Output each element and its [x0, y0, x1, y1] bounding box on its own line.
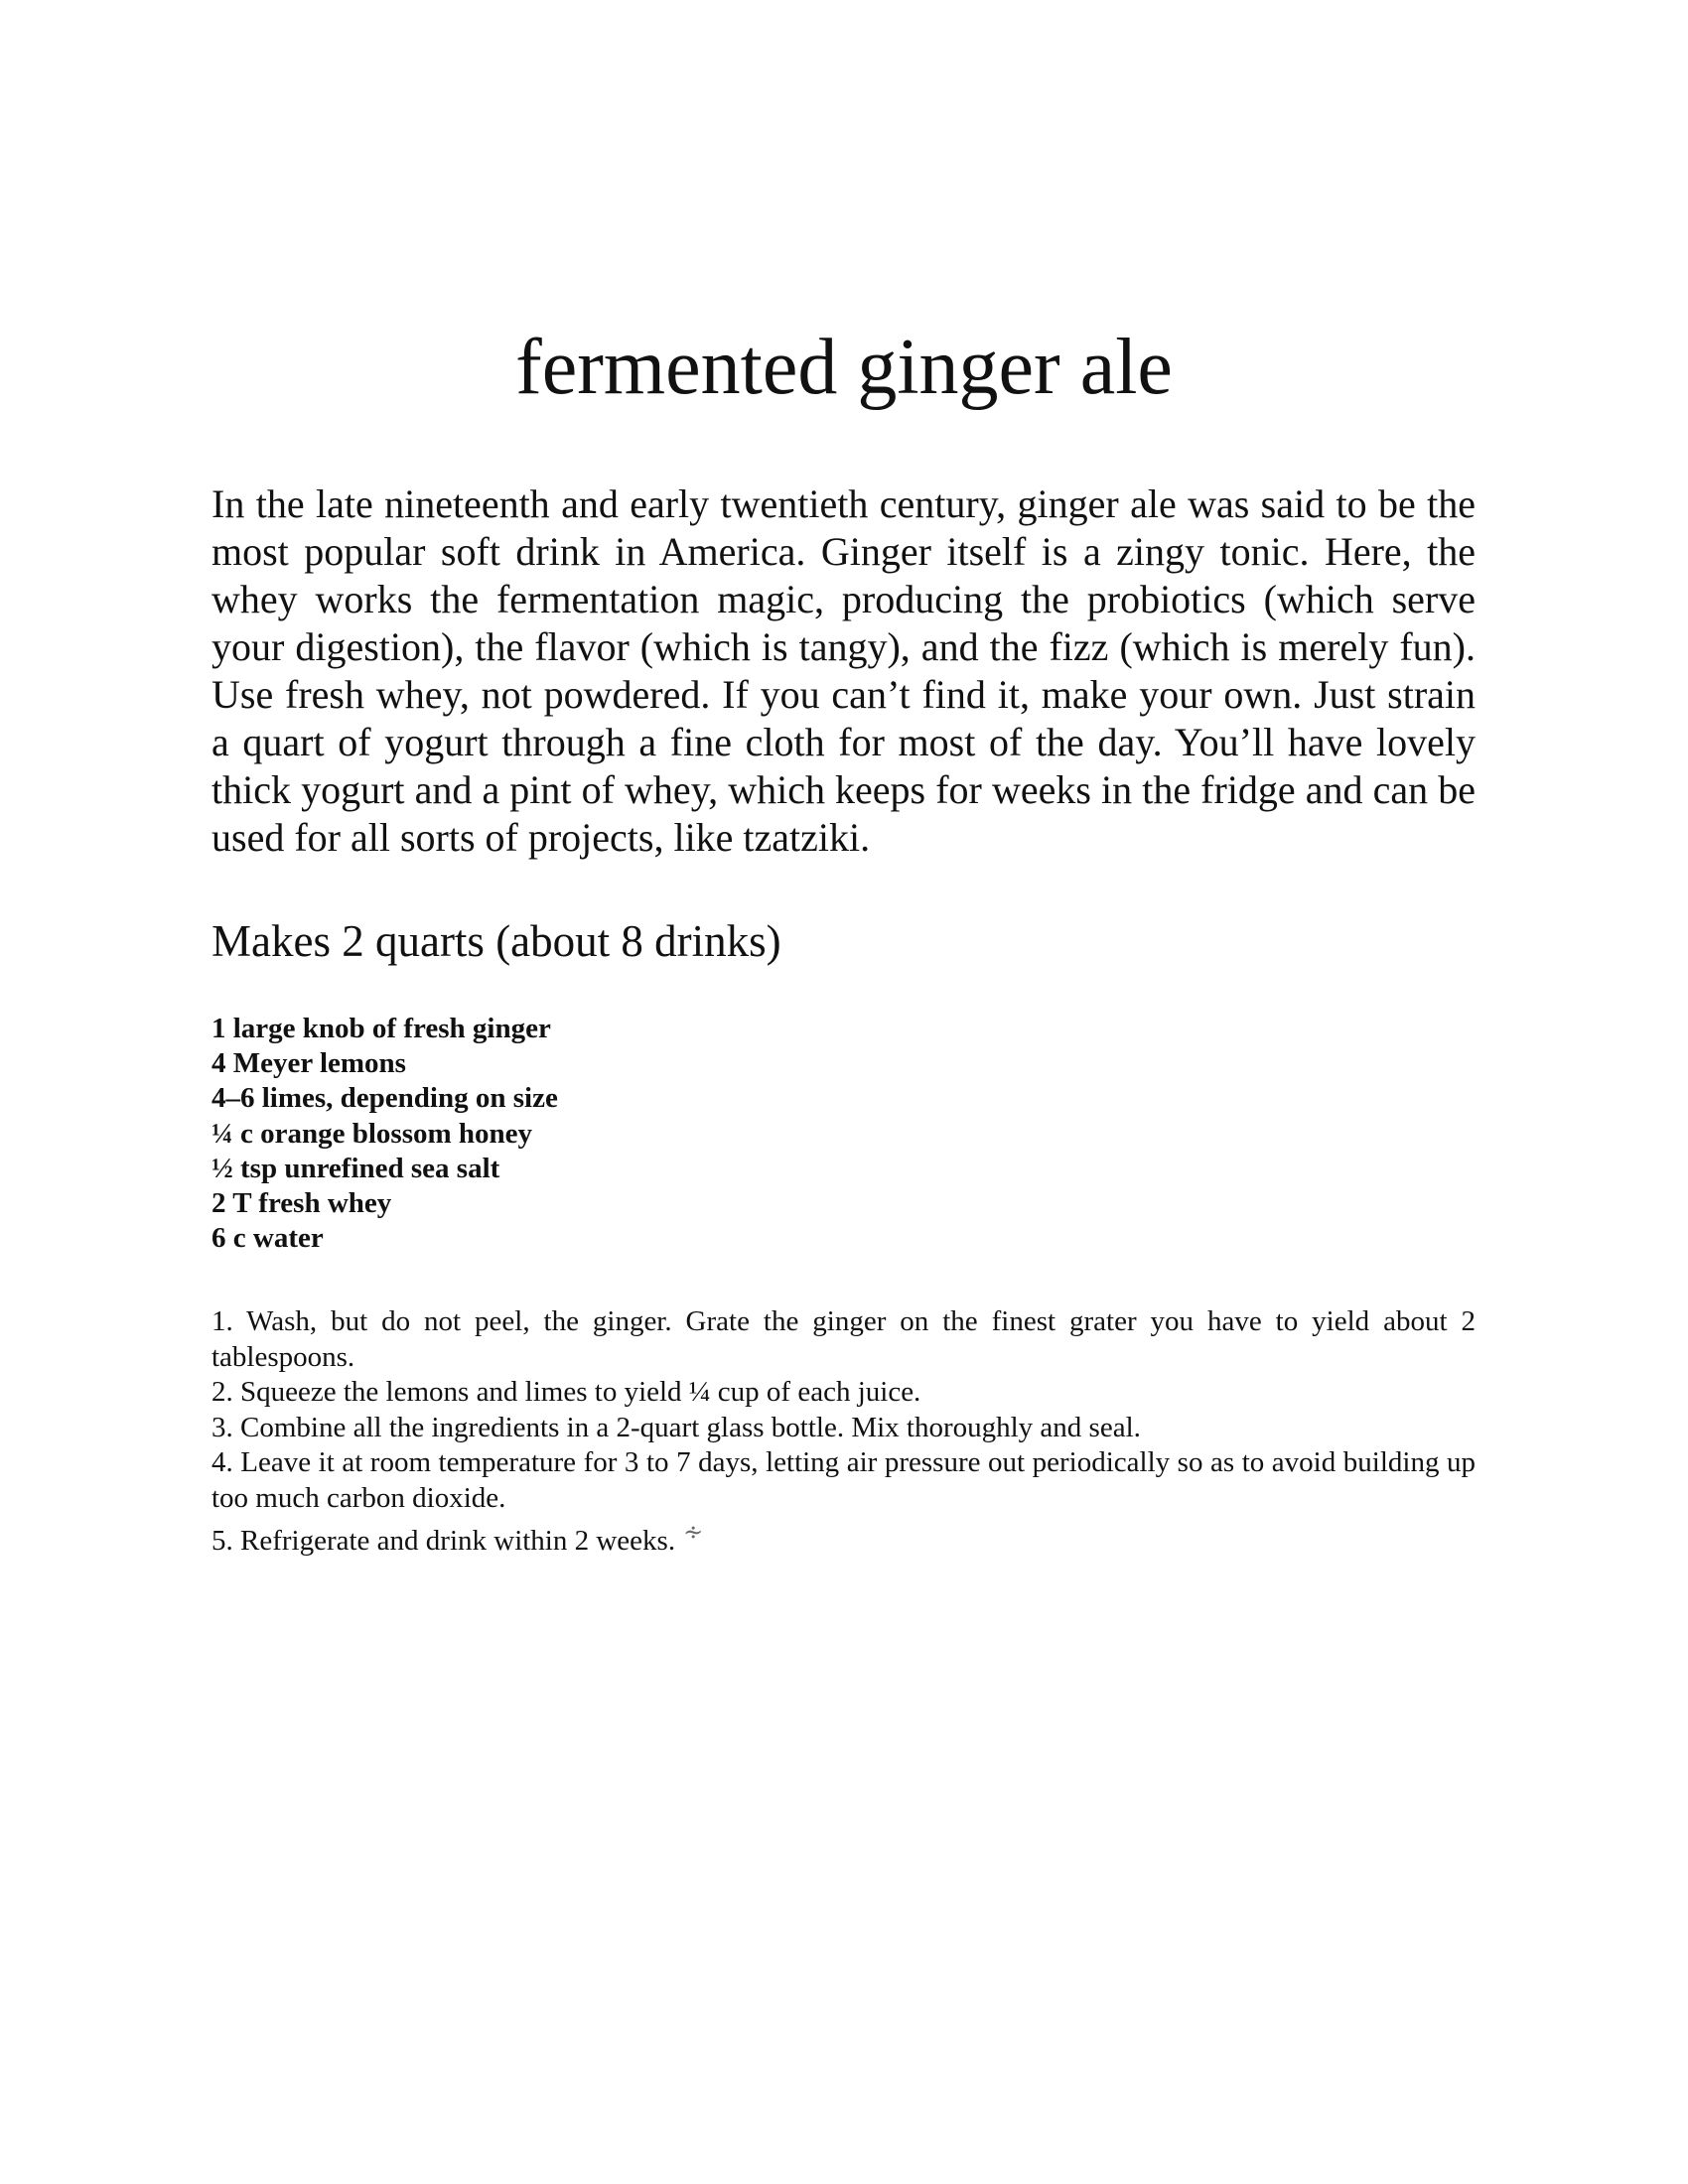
ingredient-item: ¼ c orange blossom honey: [211, 1117, 533, 1150]
ingredient-item: 4–6 limes, depending on size: [211, 1082, 558, 1115]
instruction-step: [211, 1375, 1476, 1411]
instruction-text: 5. Refrigerate and drink within 2 weeks.: [211, 1525, 676, 1557]
ingredient-item: 4 Meyer lemons: [211, 1047, 406, 1080]
ingredient-item: ½ tsp unrefined sea salt: [211, 1152, 500, 1184]
instruction-step: [211, 1445, 1476, 1516]
end-ornament-icon: ∻: [683, 1520, 704, 1546]
ingredient-item: 6 c water: [211, 1222, 324, 1255]
instruction-step: [211, 1516, 1476, 1560]
instruction-step: [211, 1304, 1476, 1375]
recipe-yield: Makes 2 quarts (about 8 drinks): [211, 916, 781, 966]
ingredient-item: 1 large knob of fresh ginger: [211, 1013, 551, 1044]
instruction-text: 3. Combine all the ingredients in a 2-quart glass bottle. Mix thoroughly and seal.: [211, 1411, 1141, 1443]
instruction-list: [211, 1304, 1476, 1560]
instruction-text: 2. Squeeze the lemons and limes to yield ¼ cup of each juice.: [211, 1376, 921, 1408]
ingredient-item: 2 T fresh whey: [211, 1187, 392, 1220]
ingredient-list: [211, 1012, 558, 1256]
recipe-title: fermented ginger ale: [515, 324, 1173, 411]
instruction-text: 4. Leave it at room temperature for 3 to 7 days, letting air pressure out periodically so as to avoid building up too much carbon dioxide.: [211, 1446, 1476, 1514]
instruction-text: 1. Wash, but do not peel, the ginger. Grate the ginger on the finest grater you have to yield about 2 tablespoons.: [211, 1305, 1476, 1373]
intro-paragraph: In the late nineteenth and early twentieth century, ginger ale was said to be the most popular soft drink in America. Ginger itself is a zingy tonic. Here, the whey works the fermentation magic, producing the probiotics (which serve your digestion), the flavor (which is tangy), and the fizz (which is merely fun). Use fresh whey, not powdered. If you can’t find it, make your own. Just strain a quart of yogurt through a fine cloth for most of the day. You’ll have lovely thick yogurt and a pint of whey, which keeps for weeks in the fridge and can be used for all sorts of projects, like tzatziki.: [211, 481, 1476, 860]
instruction-step: [211, 1411, 1476, 1446]
